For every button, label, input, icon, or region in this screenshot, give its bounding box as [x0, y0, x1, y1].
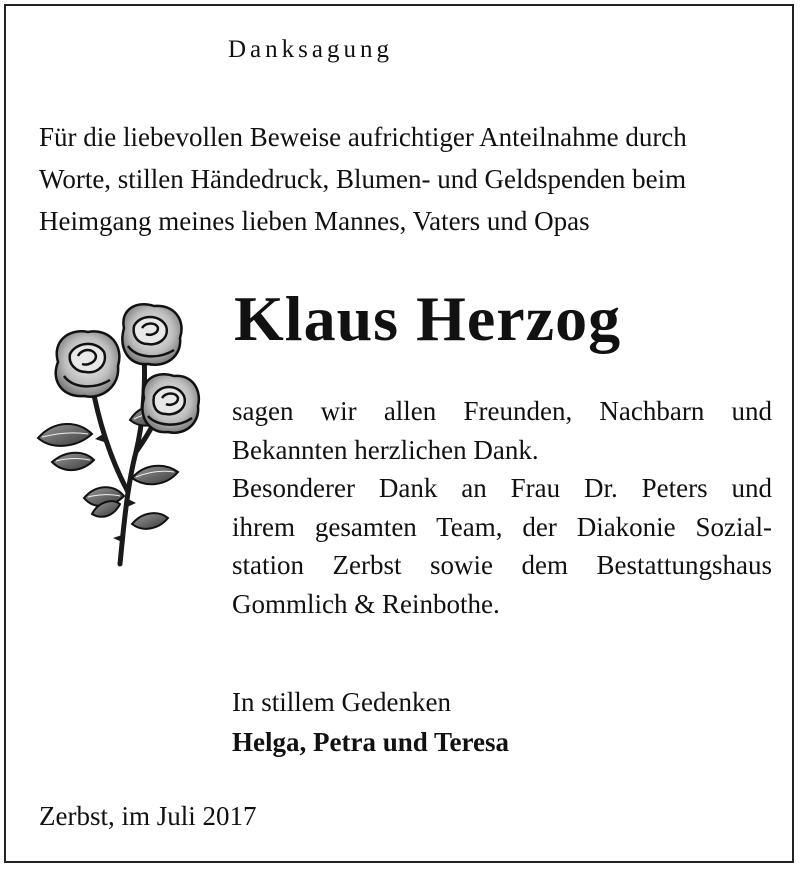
notice-heading: Danksagung	[228, 36, 393, 63]
thanks-line: Bekannten herzlichen Dank.	[232, 434, 539, 465]
thanks-line: station Zerbst sowie dem Bestattungshaus	[232, 550, 772, 580]
roses-icon	[32, 302, 212, 582]
intro-text	[39, 116, 779, 242]
thanks-line: ihrem gesamten Team, der Diakonie Sozial-	[232, 511, 772, 542]
intro-line: Für die liebevollen Beweise aufrichtiger Anteilnahme durch	[39, 122, 687, 152]
thanks-line: sagen wir allen Freunden, Nachbarn und	[232, 396, 772, 426]
deceased-name: Klaus Herzog	[234, 283, 622, 354]
signers: Helga, Petra und Teresa	[232, 727, 510, 757]
intro-line: Heimgang meines lieben Mannes, Vaters und Opas	[39, 206, 590, 236]
place-date: Zerbst, im Juli 2017	[39, 801, 257, 831]
thanks-text	[232, 392, 772, 623]
closing-block	[232, 682, 509, 762]
notice-frame	[4, 4, 794, 863]
closing-phrase: In stillem Gedenken	[232, 687, 451, 717]
thanks-line: Besonderer Dank an Frau Dr. Peters und	[232, 473, 772, 503]
thanks-line: Gommlich & Reinbothe.	[232, 588, 500, 619]
intro-line: Worte, stillen Händedruck, Blumen- und Geldspenden beim	[39, 164, 687, 194]
